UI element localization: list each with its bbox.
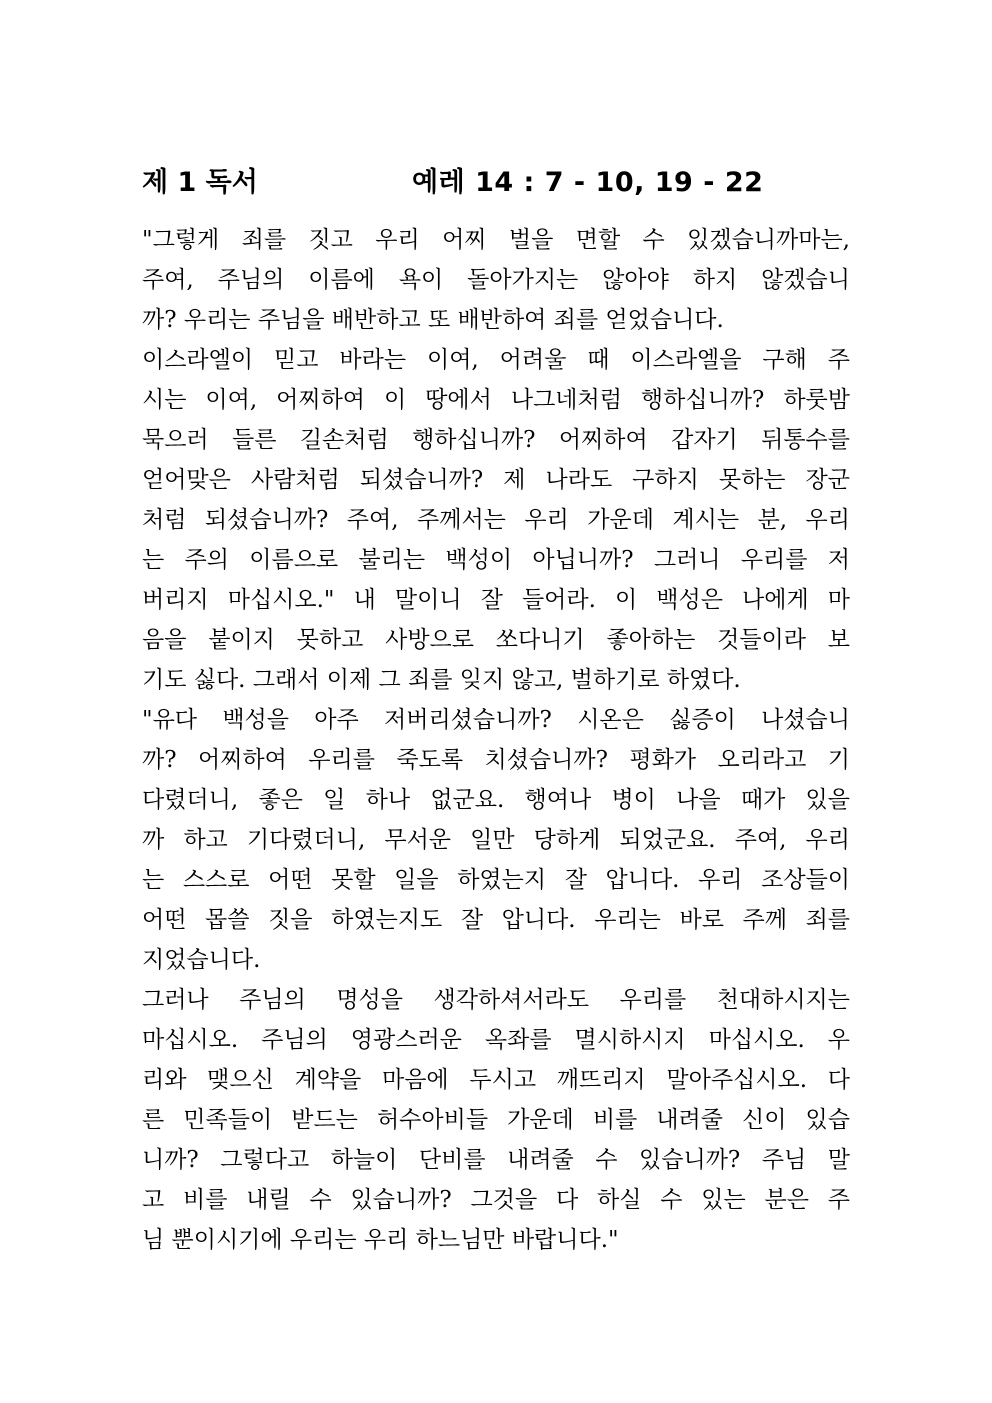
text-line: 시는 이여, 어찌하여 이 땅에서 나그네처럼 행하십니까? 하룻밤	[142, 387, 850, 413]
text-line: 얻어맞은 사람처럼 되셨습니까? 제 나라도 구하지 못하는 장군	[142, 467, 850, 493]
text-line: 님 뿐이시기에 우리는 우리 하느님만 바랍니다."	[142, 1227, 619, 1253]
text-line: 처럼 되셨습니까? 주여, 주께서는 우리 가운데 계시는 분, 우리	[142, 507, 850, 533]
text-line: 음을 붙이지 못하고 사방으로 쏘다니기 좋아하는 것들이라 보	[142, 627, 850, 653]
text-line: 마십시오. 주님의 영광스러운 옥좌를 멸시하시지 마십시오. 우	[142, 1027, 850, 1053]
text-line: 는 스스로 어떤 못할 일을 하였는지 잘 압니다. 우리 조상들이	[142, 867, 850, 893]
reading-heading	[142, 160, 862, 200]
text-line: 묵으러 들른 길손처럼 행하십니까? 어찌하여 갑자기 뒤통수를	[142, 427, 850, 453]
text-line: "유다 백성을 아주 저버리셨습니까? 시온은 싫증이 나셨습니	[142, 707, 850, 733]
text-line: 이스라엘이 믿고 바라는 이여, 어려울 때 이스라엘을 구해 주	[142, 347, 850, 373]
text-line: 기도 싫다. 그래서 이제 그 죄를 잊지 않고, 벌하기로 하였다.	[142, 667, 741, 693]
text-line: 다렸더니, 좋은 일 하나 없군요. 행여나 병이 나을 때가 있을	[142, 787, 850, 813]
reading-title: 제 1 독서	[142, 167, 258, 198]
text-line: 니까? 그렇다고 하늘이 단비를 내려줄 수 있습니까? 주님 말	[142, 1147, 850, 1173]
text-line: 까 하고 기다렸더니, 무서운 일만 당하게 되었군요. 주여, 우리	[142, 827, 850, 853]
text-line: 주여, 주님의 이름에 욕이 돌아가지는 않아야 하지 않겠습니	[142, 267, 850, 293]
text-line: 까? 어찌하여 우리를 죽도록 치셨습니까? 평화가 오리라고 기	[142, 747, 850, 773]
text-line: 그러나 주님의 명성을 생각하셔서라도 우리를 천대하시지는	[142, 987, 850, 1013]
scripture-reference: 예레 14 : 7 - 10, 19 - 22	[412, 167, 764, 198]
text-line: 지었습니다.	[142, 947, 261, 973]
reading-body	[142, 220, 850, 1260]
text-line: 버리지 마십시오." 내 말이니 잘 들어라. 이 백성은 나에게 마	[142, 587, 850, 613]
text-line: 리와 맺으신 계약을 마음에 두시고 깨뜨리지 말아주십시오. 다	[142, 1067, 850, 1093]
text-line: 는 주의 이름으로 불리는 백성이 아닙니까? 그러니 우리를 저	[142, 547, 850, 573]
text-line: 어떤 몹쓸 짓을 하였는지도 잘 압니다. 우리는 바로 주께 죄를	[142, 907, 850, 933]
text-line: 른 민족들이 받드는 허수아비들 가운데 비를 내려줄 신이 있습	[142, 1107, 850, 1133]
text-line: 고 비를 내릴 수 있습니까? 그것을 다 하실 수 있는 분은 주	[142, 1187, 850, 1213]
text-line: 까? 우리는 주님을 배반하고 또 배반하여 죄를 얻었습니다.	[142, 307, 724, 333]
text-line: "그렇게 죄를 짓고 우리 어찌 벌을 면할 수 있겠습니까마는,	[142, 227, 850, 253]
